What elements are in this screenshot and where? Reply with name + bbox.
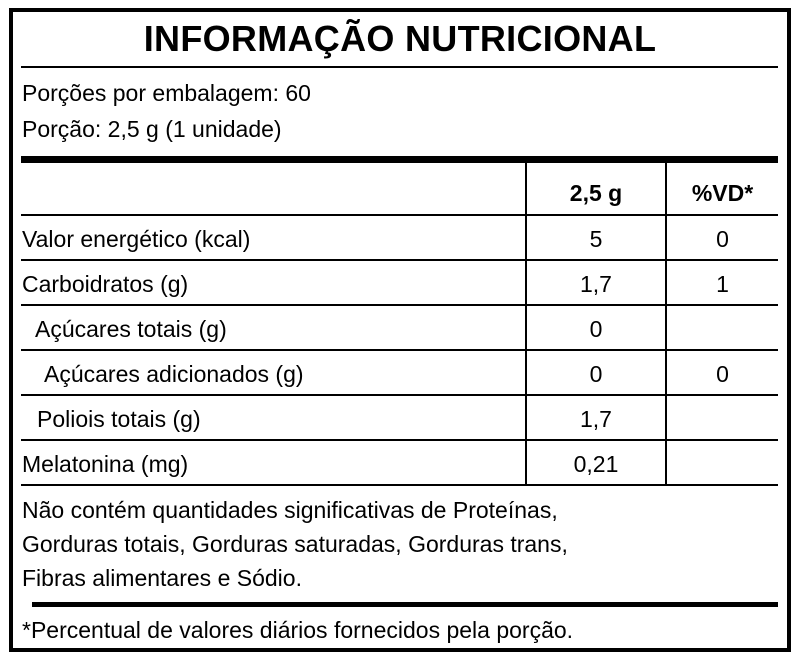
row-divider — [21, 349, 778, 351]
nutrient-amount: 1,7 — [580, 271, 612, 297]
row-divider — [21, 394, 778, 396]
thick-divider — [21, 156, 778, 163]
row-divider — [21, 304, 778, 306]
nutrient-amount: 0 — [589, 361, 603, 387]
nutrient-amount: 5 — [589, 226, 603, 252]
nutrient-label: Açúcares adicionados (g) — [44, 361, 304, 387]
row-divider — [21, 259, 778, 261]
title-divider — [21, 66, 778, 68]
footnote-divider — [32, 602, 778, 607]
serving-size: Porção: 2,5 g (1 unidade) — [22, 116, 282, 142]
nutrient-dv: 0 — [716, 361, 729, 387]
nutrient-label: Açúcares totais (g) — [35, 316, 227, 342]
row-divider — [21, 439, 778, 441]
note-line: Gorduras totais, Gorduras saturadas, Gorduras trans, — [22, 531, 568, 557]
nutrient-amount: 0,21 — [573, 451, 619, 477]
servings-per-package: Porções por embalagem: 60 — [22, 80, 311, 106]
footnote: *Percentual de valores diários fornecidos pela porção. — [22, 617, 574, 643]
nutrient-dv: 1 — [716, 271, 729, 297]
note-line: Fibras alimentares e Sódio. — [22, 565, 302, 591]
nutrient-label: Valor energético (kcal) — [22, 226, 251, 252]
table-bottom-divider — [21, 484, 778, 486]
nutrient-label: Poliois totais (g) — [37, 406, 201, 432]
column-header-dv: %VD* — [691, 180, 754, 206]
nutrient-amount: 0 — [589, 316, 603, 342]
panel-title: INFORMAÇÃO NUTRICIONAL — [143, 18, 657, 59]
note-line: Não contém quantidades significativas de Proteínas, — [22, 497, 558, 523]
column-header-amount: 2,5 g — [569, 180, 623, 206]
nutrient-label: Melatonina (mg) — [22, 451, 189, 477]
nutrient-dv: 0 — [716, 226, 729, 252]
nutrient-amount: 1,7 — [580, 406, 612, 432]
nutrient-label: Carboidratos (g) — [22, 271, 189, 297]
column-divider-dv — [665, 163, 667, 485]
header-divider — [21, 214, 778, 216]
